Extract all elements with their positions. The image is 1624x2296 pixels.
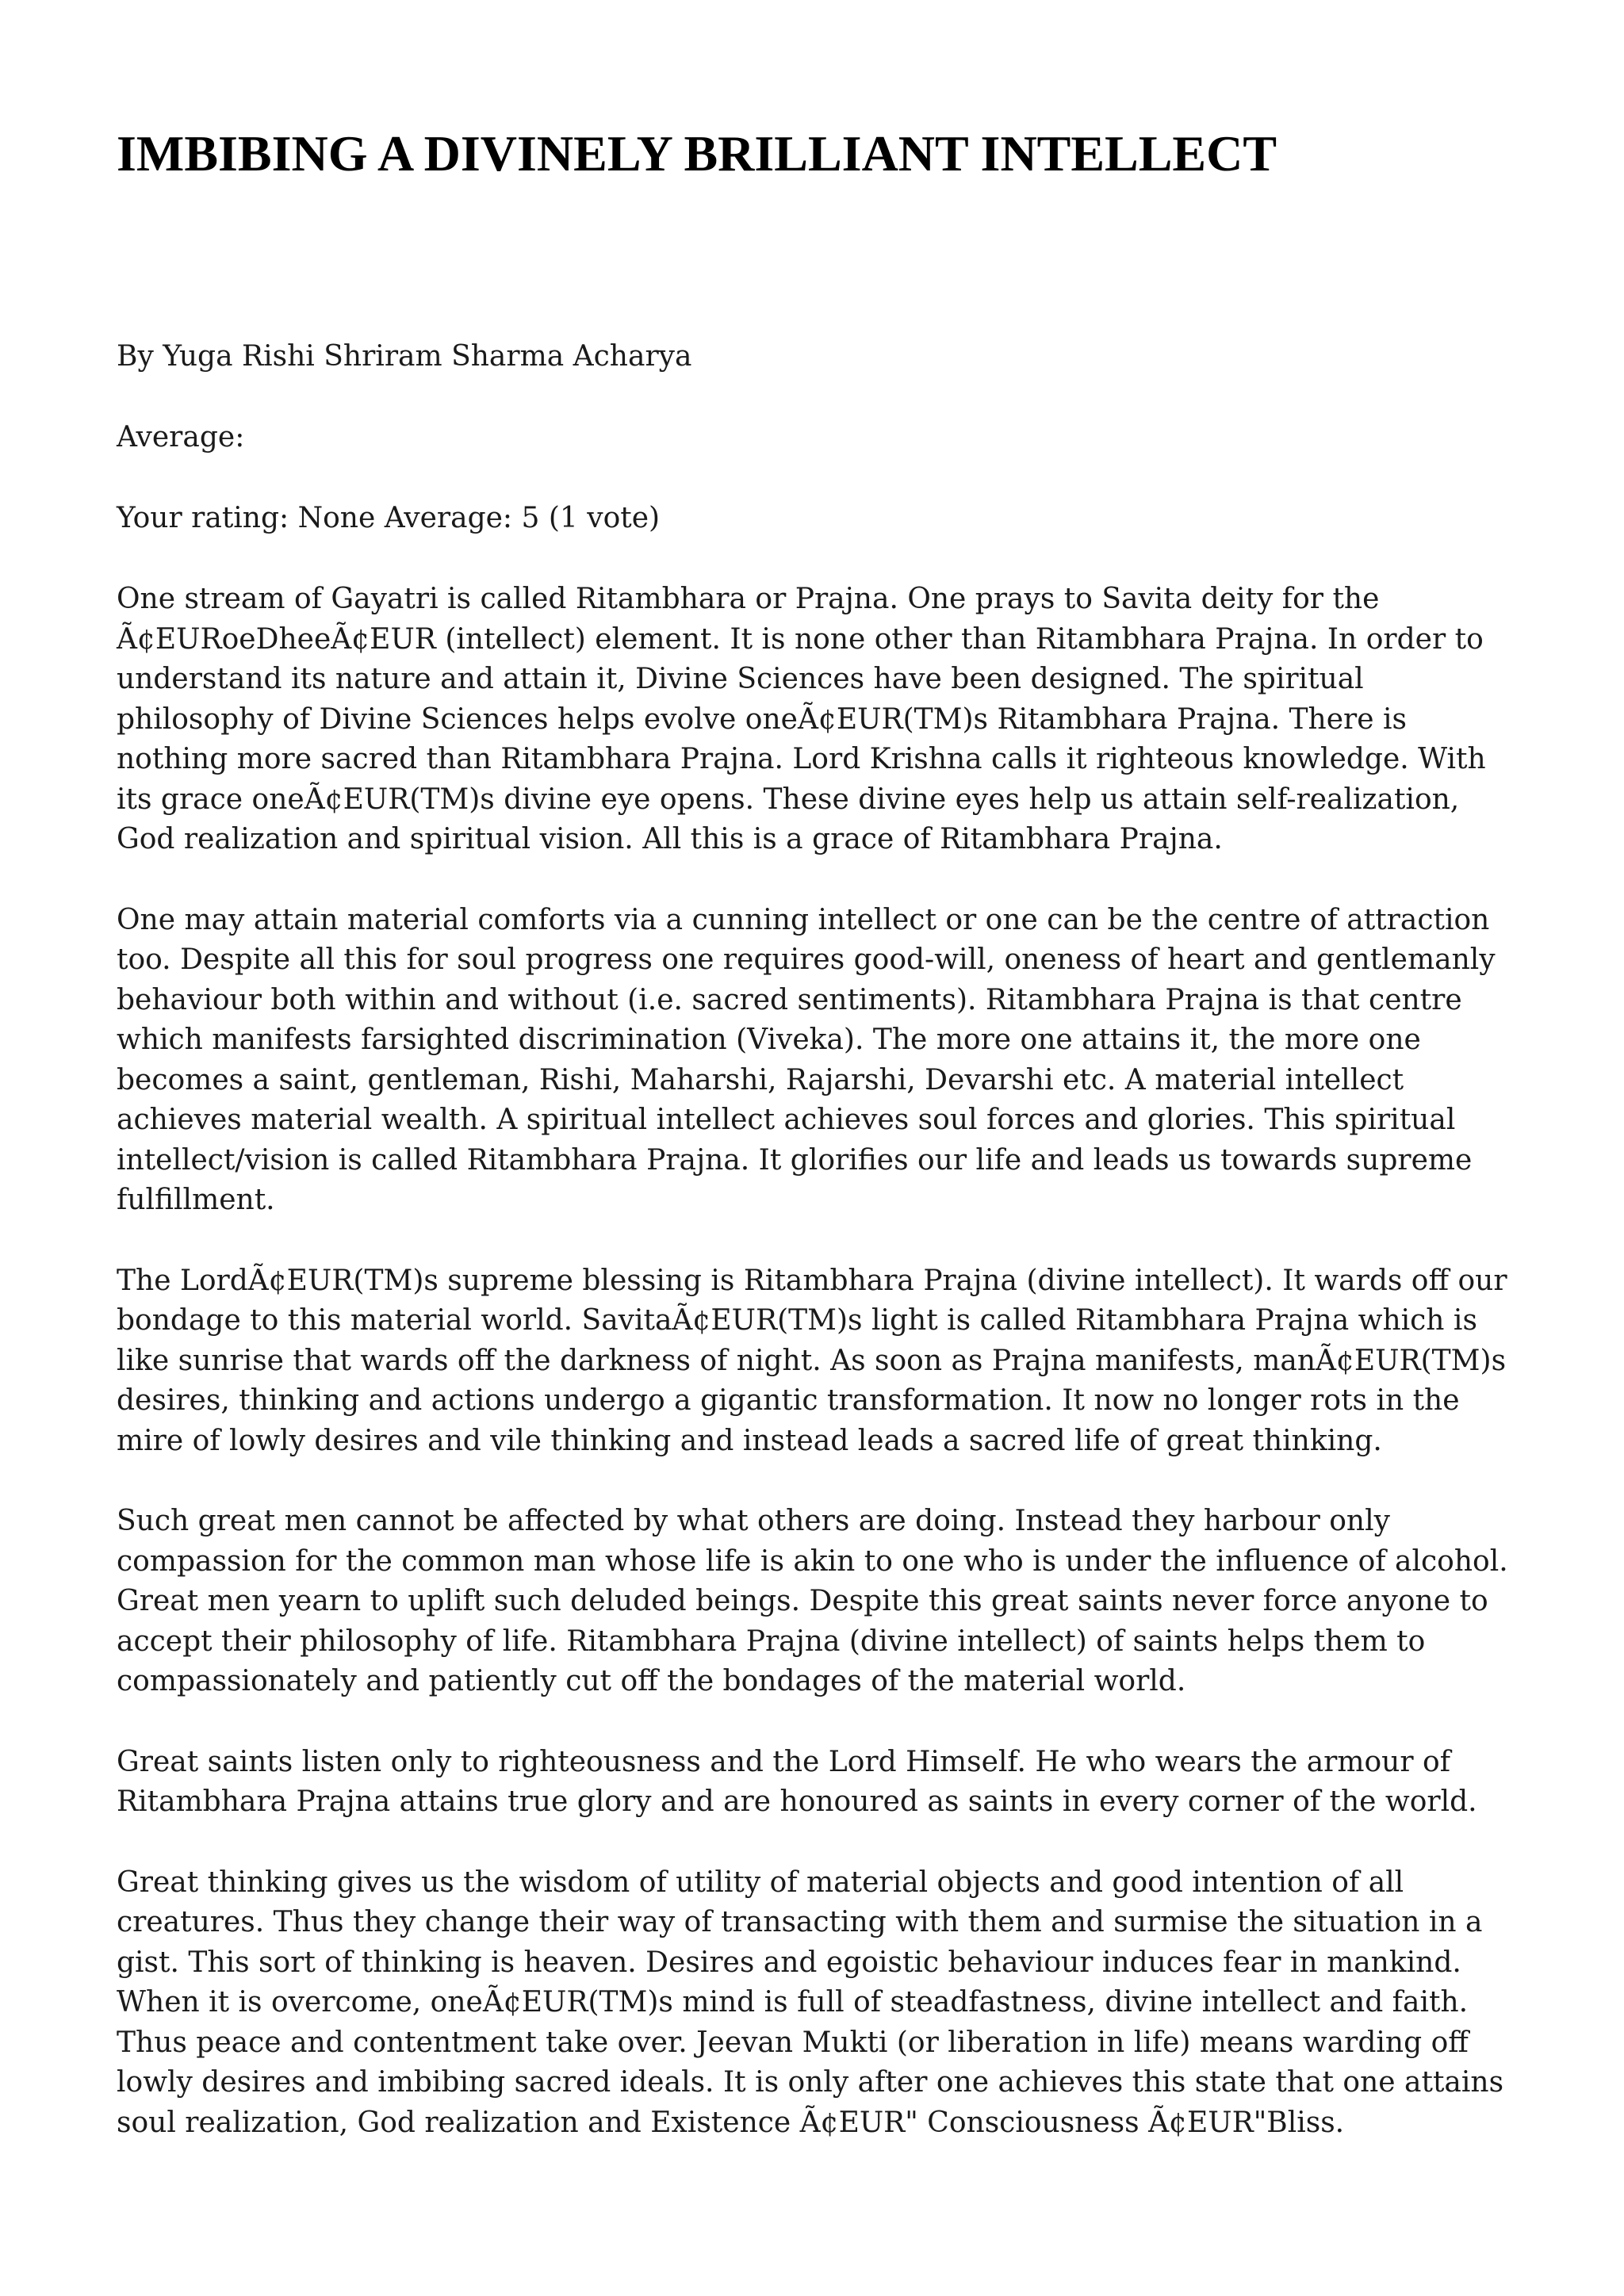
paragraph: Great thinking gives us the wisdom of utility of material objects and good intention of all creatures. Thus they change their way of transacting with them and surmise the situation in a gist. This sort of thinking is heaven. Desires and egoistic behaviour induces fear in mankind. When it is overcome, oneÃ¢EUR(TM)s mind is full of steadfastness, divine intellect and faith. Thus peace and contentment take over. Jeevan Mukti (or liberation in life) means warding off lowly desires and imbibing sacred ideals. It is only after one achieves this state that one attains soul realization, God realization and Existence Ã¢EUR" Consciousness Ã¢EUR"Bliss. [117,1866,1504,2139]
paragraph: The LordÃ¢EUR(TM)s supreme blessing is Ritambhara Prajna (divine intellect). It wards off our bondage to this material world. SavitaÃ¢EUR(TM)s light is called Ritambhara Prajna which is like sunrise that wards off the darkness of night. As soon as Prajna manifests, manÃ¢EUR(TM)s desires, thinking and actions undergo a gigantic transformation. It now no longer rots in the mire of lowly desires and vile thinking and instead leads a sacred life of great thinking. [117,1264,1507,1457]
article-title: IMBIBING A DIVINELY BRILLIANT INTELLECT [117,125,1277,182]
paragraph: One may attain material comforts via a cunning intellect or one can be the centre of attraction too. Despite all this for soul progress one requires good-will, oneness of heart and gentlemanly behaviour both within and without (i.e. sacred sentiments). Ritambhara Prajna is that centre which manifests farsighted discrimination (Viveka). The more one attains it, the more one becomes a saint, gentleman, Rishi, Maharshi, Rajarshi, Devarshi etc. A material intellect achieves material wealth. A spiritual intellect achieves soul forces and glories. This spiritual intellect/vision is called Ritambhara Prajna. It glorifies our life and leads us towards supreme fulfillment. [117,903,1496,1216]
average-label: Average: [117,421,245,453]
rating-summary: Your rating: None Average: 5 (1 vote) [117,502,661,534]
author-byline: By Yuga Rishi Shriram Sharma Acharya [117,340,692,373]
paragraph: Great saints listen only to righteousness and the Lord Himself. He who wears the armour of Ritambhara Prajna attains true glory and are honoured as saints in every corner of the world. [117,1745,1477,1818]
paragraph: Such great men cannot be affected by what others are doing. Instead they harbour only compassion for the common man whose life is akin to one who is under the influence of alcohol. Great men yearn to uplift such deluded beings. Despite this great saints never force anyone to accept their philosophy of life. Ritambhara Prajna (divine intellect) of saints helps them to compassionately and patiently cut off the bondages of the material world. [117,1505,1508,1697]
article-body [117,580,1520,2183]
paragraph: One stream of Gayatri is called Ritambhara or Prajna. One prays to Savita deity for the Ã¢EURoeDheeÃ¢EUR (intellect) element. It is none other than Ritambhara Prajna. In order to understand its nature and attain it, Divine Sciences have been designed. The spiritual philosophy of Divine Sciences helps evolve oneÃ¢EUR(TM)s Ritambhara Prajna. There is nothing more sacred than Ritambhara Prajna. Lord Krishna calls it righteous knowledge. With its grace oneÃ¢EUR(TM)s divine eye opens. These divine eyes help us attain self-realization, God realization and spiritual vision. All this is a grace of Ritambhara Prajna. [117,583,1486,855]
